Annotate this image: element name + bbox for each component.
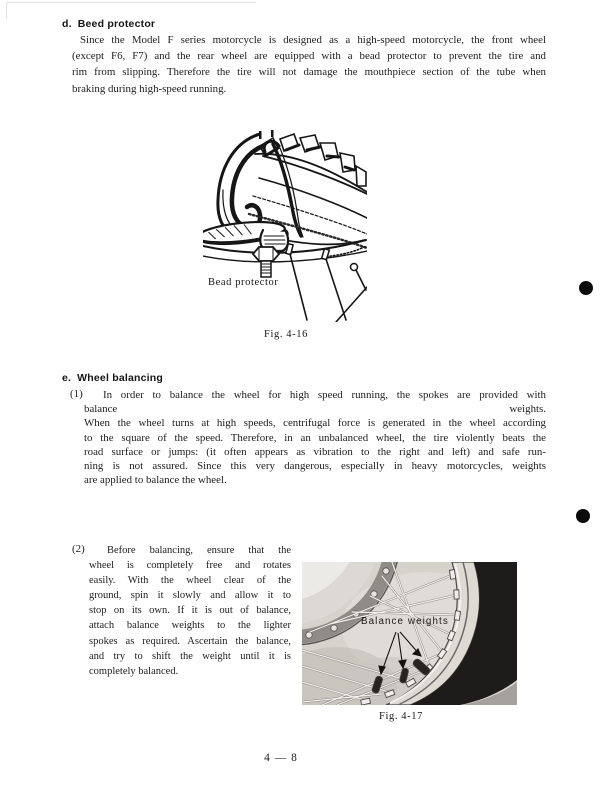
item-1-paragraph — [84, 388, 546, 487]
text-line: (except F6, F7) and the rear wheel are equipped with a bead protector to prevent the tire and — [72, 50, 546, 63]
section-d-heading — [62, 18, 155, 30]
item-2-paragraph — [89, 543, 291, 679]
text-line: attach balance weights to the lighter — [89, 620, 291, 632]
text-line: In order to balance the wheel for high speed running, the spokes are provided with — [103, 389, 546, 401]
balance-weights-callout: Balance weights — [361, 616, 449, 627]
section-e-label: e. — [62, 372, 72, 384]
text-line: are applied to balance the wheel. — [84, 474, 227, 487]
item-1-number: (1) — [70, 388, 83, 400]
text-line: Before balancing, ensure that the — [107, 545, 291, 556]
bead-protector-callout: Bead protector — [208, 277, 279, 288]
tire-bead-protector-illustration — [203, 130, 367, 322]
scan-artifact-line — [6, 2, 7, 18]
text-line: balance weights. — [84, 403, 546, 416]
wheel-balance-weights-photo — [302, 562, 517, 705]
binder-hole-dot — [579, 281, 593, 295]
section-d-paragraph — [72, 32, 546, 97]
text-line: easily. With the wheel clear of the — [89, 575, 291, 587]
text-line: braking during high-speed running. — [72, 82, 227, 95]
text-line: stop on its own. If it is out of balance, — [89, 605, 291, 617]
tire-sidewall-section — [218, 134, 263, 234]
section-e-heading — [62, 372, 163, 384]
section-d-title: Beed protector — [77, 18, 156, 30]
text-line: ground, spin it slowly and allow it to — [89, 590, 291, 602]
figure-16 — [203, 130, 367, 322]
binder-hole-dot — [576, 509, 590, 523]
page-number: 4 — 8 — [264, 752, 298, 764]
text-line: road surface or jumps: (it often appears as vibration to the right and left) and safe run- — [84, 445, 546, 458]
text-line: and try to shift the weight until it is — [89, 650, 291, 662]
scan-artifact-line — [6, 2, 256, 3]
text-line: Since the Model F series motorcycle is designed as a high-speed motorcycle, the front wheel — [80, 34, 546, 46]
section-e-title: Wheel balancing — [77, 372, 164, 384]
figure-17-caption: Fig. 4-17 — [379, 711, 423, 722]
figure-17-photo — [302, 562, 517, 705]
spokes — [286, 244, 367, 322]
text-line: to the square of the speed. Therefore, in an unbalanced wheel, the tire violently beats the — [84, 431, 546, 444]
section-d-label: d. — [62, 18, 72, 30]
text-line: spokes as required. Ascertain the balance, — [89, 635, 291, 647]
figure-16-caption: Fig. 4-16 — [264, 329, 308, 340]
text-line: completely balanced. — [89, 665, 179, 677]
text-line: When the wheel turns at high speeds, centrifugal force is generated in the wheel according — [84, 417, 546, 430]
item-2-number: (2) — [72, 543, 85, 555]
text-line: rim from slipping. Therefore the tire will not damage the mouthpiece section of the tube when — [72, 66, 546, 79]
text-line: wheel is completely free and rotates — [89, 560, 291, 572]
text-line: ning is not assured. Since this very dangerous, especially in heavy motorcycles, weights — [84, 460, 546, 473]
tire-tread-blocks — [255, 130, 367, 192]
